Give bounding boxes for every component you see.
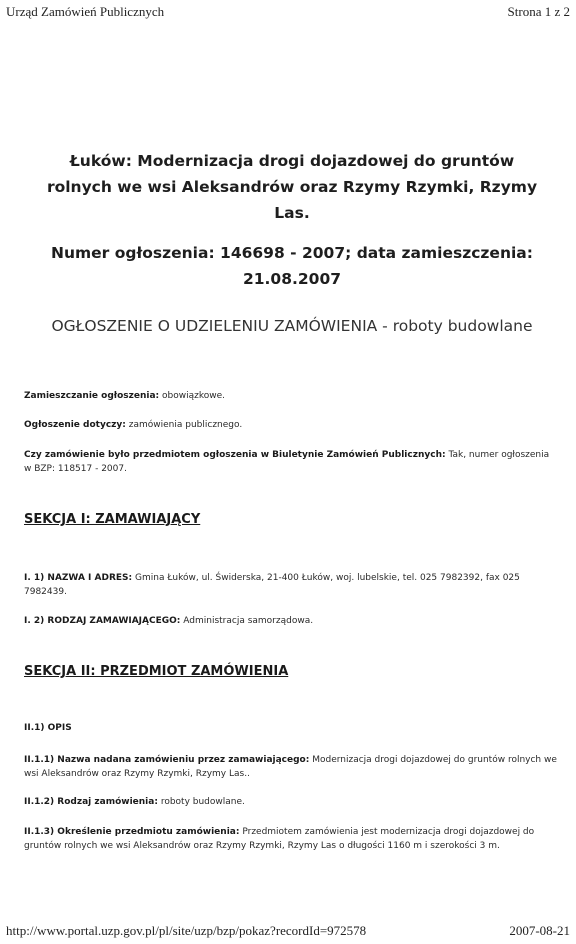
field-ii111-nazwa [24, 753, 559, 781]
field-value: roboty budowlane. [160, 797, 245, 807]
field-value: Gmina Łuków, ul. Świderska, 21-400 Łuków, woj. lubelskie, tel. 025 7982392, fax 025 7982439. [24, 573, 520, 597]
field-value: Administracja samorządowa. [183, 616, 314, 626]
field-ii113-przedmiot [24, 825, 559, 853]
field-label: Czy zamówienie było przedmiotem ogłoszenia w Biuletynie Zamówień Publicznych: [24, 450, 446, 460]
header-page-number: Strona 1 z 2 [507, 4, 570, 19]
notice-title [26, 148, 558, 226]
field-label: Zamieszczanie ogłoszenia: [24, 391, 160, 401]
notice-type: OGŁOSZENIE O UDZIELENIU ZAMÓWIENIA - roboty budowlane [51, 317, 533, 335]
field-i1-nazwa-adres [24, 571, 559, 599]
print-footer [6, 923, 570, 939]
field-label: I. 2) RODZAJ ZAMAWIAJĄCEGO: [24, 616, 181, 626]
footer-url: http://www.portal.uzp.gov.pl/pl/site/uzp/bzp/pokaz?recordId=972578 [6, 923, 367, 938]
print-header [6, 4, 570, 20]
field-value: zamówienia publicznego. [128, 420, 243, 430]
header-site-name: Urząd Zamówień Publicznych [6, 4, 165, 19]
notice-number [26, 240, 558, 292]
notice-title-line-1: Łuków: Modernizacja drogi dojazdowej do gruntów [69, 152, 515, 170]
field-label: II.1) OPIS [24, 723, 72, 733]
field-label: Ogłoszenie dotyczy: [24, 420, 126, 430]
field-ii1-opis [24, 721, 559, 735]
notice-title-line-2: rolnych we wsi Aleksandrów oraz Rzymy Rzymki, Rzymy [46, 178, 538, 196]
field-ii112-rodzaj [24, 795, 559, 809]
field-label: I. 1) NAZWA I ADRES: [24, 573, 133, 583]
notice-number-line-2: 21.08.2007 [242, 270, 342, 288]
notice-number-line-1: Numer ogłoszenia: 146698 - 2007; data zamieszczenia: [51, 244, 533, 262]
field-label: II.1.2) Rodzaj zamówienia: [24, 797, 158, 807]
field-dotyczy [24, 418, 559, 432]
footer-date: 2007-08-21 [509, 923, 570, 938]
section-1-heading: SEKCJA I: ZAMAWIAJĄCY [24, 512, 201, 527]
field-value: Tak, numer ogłoszenia w BZP: 118517 - 2007. [24, 450, 550, 474]
field-biuletyn [24, 448, 559, 476]
field-value: Przedmiotem zamówienia jest modernizacja drogi dojazdowej do gruntów rolnych we wsi Aleksandrów oraz Rzymy Rzymki, Rzymy Las o długości 1160 m i szerokości 3 m. [24, 827, 535, 851]
field-label: II.1.1) Nazwa nadana zamówieniu przez zamawiającego: [24, 755, 310, 765]
notice-title-line-3: Las. [274, 204, 310, 222]
field-value: obowiązkowe. [162, 391, 226, 401]
section-2-heading: SEKCJA II: PRZEDMIOT ZAMÓWIENIA [24, 664, 289, 679]
field-label: II.1.3) Określenie przedmiotu zamówienia: [24, 827, 240, 837]
field-i2-rodzaj [24, 614, 559, 628]
field-zamieszczanie [24, 389, 559, 403]
field-value: Modernizacja drogi dojazdowej do gruntów rolnych we wsi Aleksandrów oraz Rzymy Rzymki, Rzymy Las.. [24, 755, 557, 779]
